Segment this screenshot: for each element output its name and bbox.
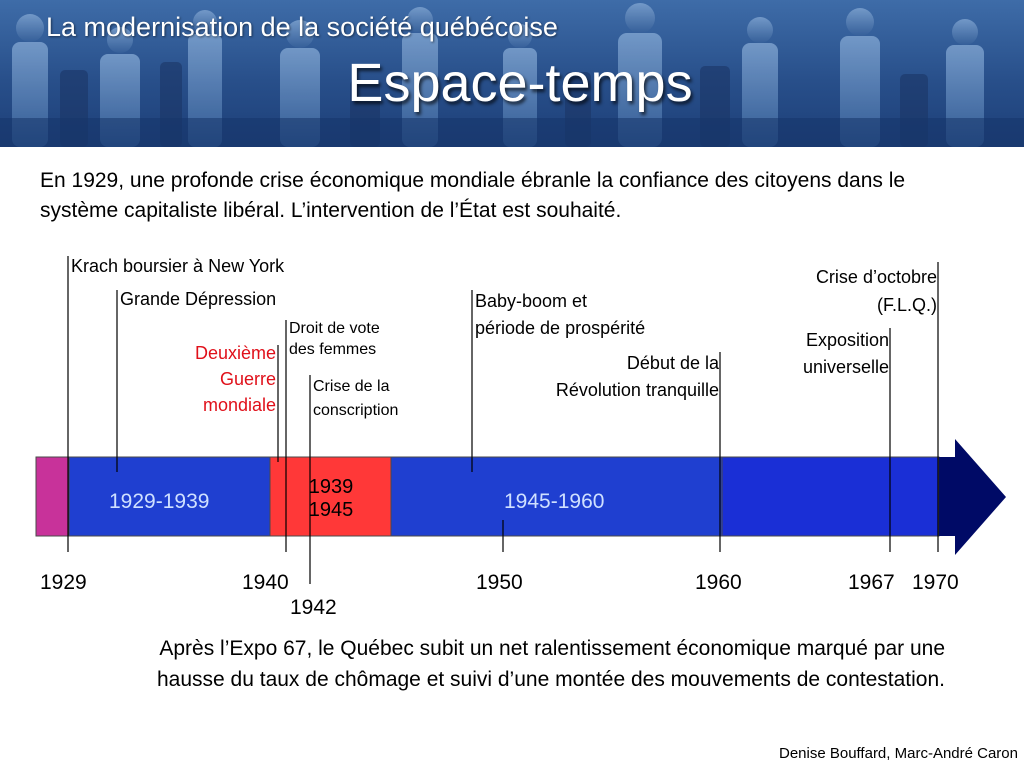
event-conscription-line-2: conscription: [313, 402, 399, 419]
event-babyboom-line-2: période de prospérité: [475, 318, 646, 338]
event-droit-vote-line-1: Droit de vote: [289, 320, 380, 337]
year-label-1970: 1970: [912, 571, 959, 594]
war-end-year: 1945: [308, 499, 354, 521]
intro-paragraph: En 1929, une profonde crise économique mondiale ébranle la confiance des citoyens dans le système capitaliste libéral. L’intervention de l’État est souhaité.: [40, 169, 906, 222]
event-guerre-line-1: Deuxième: [194, 343, 276, 363]
event-babyboom-label: [475, 288, 645, 342]
author-credit: Denise Bouffard, Marc-André Caron: [778, 745, 1018, 762]
period-label-war: [301, 476, 361, 522]
event-conscription-label: [313, 375, 398, 423]
period-label-1945-1960: 1945-1960: [504, 490, 605, 513]
page-title: Espace-temps: [347, 53, 693, 113]
event-guerre-label: [195, 340, 276, 418]
event-octobre-line-2: (F.L.Q.): [876, 295, 937, 315]
year-label-1929: 1929: [40, 571, 87, 594]
year-label-1950: 1950: [476, 571, 523, 594]
timeline-arrowhead: [939, 439, 1006, 555]
event-octobre-label: [816, 263, 937, 319]
war-start-year: 1939: [308, 476, 354, 498]
event-droit-vote-line-2: des femmes: [289, 341, 377, 358]
event-octobre-line-1: Crise d’octobre: [815, 267, 937, 287]
year-label-1960: 1960: [695, 571, 742, 594]
outro-paragraph: Après l’Expo 67, le Québec subit un net ralentissement économique marqué par une hausse du taux de chômage et suivi d’une montée des mouvements de contestation.: [157, 637, 945, 691]
period-band-1960-1970: [722, 457, 939, 536]
start-marker-band: [36, 457, 69, 536]
header-subtitle: La modernisation de la société québécoise: [46, 12, 558, 42]
event-conscription-line-1: Crise de la: [313, 378, 390, 395]
event-guerre-line-2: Guerre: [219, 369, 276, 389]
event-guerre-line-3: mondiale: [202, 395, 276, 415]
event-babyboom-line-1: Baby-boom et: [475, 291, 588, 311]
event-expo-label: [803, 327, 889, 381]
year-label-1942: 1942: [290, 596, 337, 619]
event-revolution-label: [556, 350, 719, 404]
event-droit-vote-label: [289, 318, 380, 360]
event-expo-line-1: Exposition: [805, 330, 889, 350]
event-depression-label: Grande Dépression: [120, 289, 277, 309]
year-label-1940: 1940: [242, 571, 289, 594]
event-expo-line-2: universelle: [802, 357, 889, 377]
event-revolution-line-1: Début de la: [626, 353, 719, 373]
year-label-1967: 1967: [848, 571, 895, 594]
event-revolution-line-2: Révolution tranquille: [555, 380, 719, 400]
event-krach-label: Krach boursier à New York: [71, 256, 285, 276]
period-label-1929-1939: 1929-1939: [109, 490, 210, 513]
